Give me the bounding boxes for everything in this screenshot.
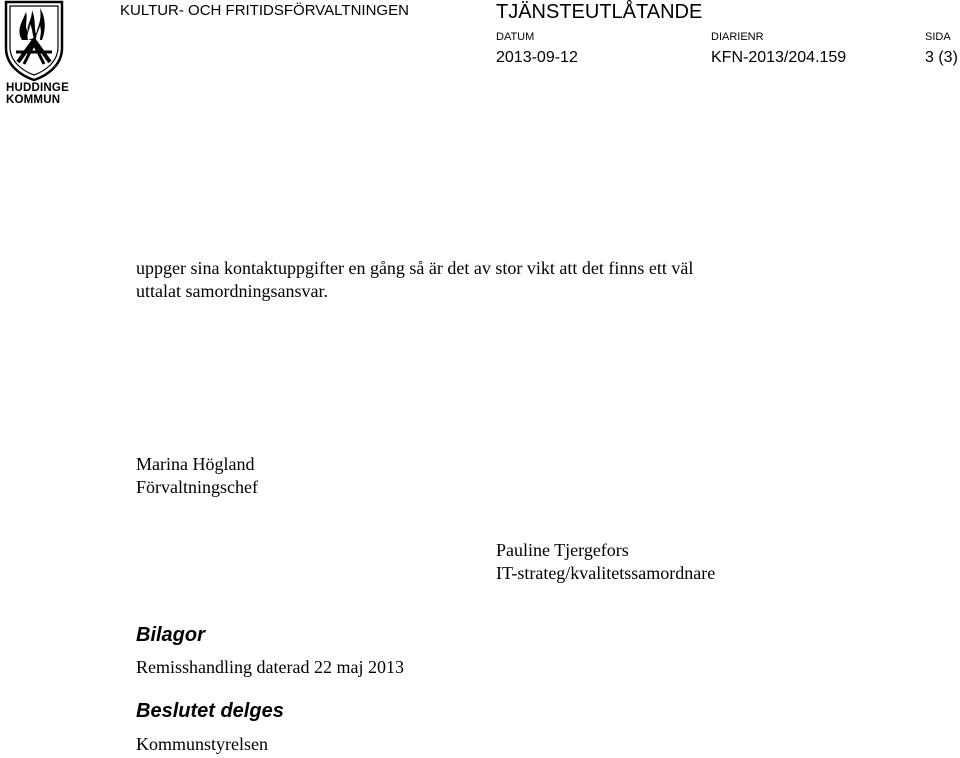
department-name: KULTUR- OCH FRITIDSFÖRVALTNINGEN [120, 2, 409, 19]
date-label: DATUM [496, 31, 535, 43]
diarienr-value: KFN-2013/204.159 [711, 49, 847, 66]
signature-block-2 [496, 539, 715, 585]
diarienr-label: DIARIENR [711, 31, 764, 43]
body-paragraph [136, 257, 693, 303]
body-line: uttalat samordningsansvar. [136, 281, 328, 301]
attachment-item: Remisshandling daterad 22 maj 2013 [136, 657, 404, 677]
page-number: 3 (3) [925, 49, 958, 66]
body-line: uppger sina kontaktuppgifter en gång så är det av stor vikt att det finns ett väl [136, 258, 694, 278]
document-type: TJÄNSTEUTLÅTANDE [496, 1, 703, 23]
date-value: 2013-09-12 [496, 49, 578, 66]
signer-title: IT-strateg/kvalitetssamordnare [496, 563, 716, 583]
logo-text-line2: KOMMUN [6, 94, 61, 106]
distribution-heading: Beslutet delges [136, 700, 284, 722]
page-label: SIDA [925, 31, 951, 43]
attachments-heading: Bilagor [136, 624, 205, 646]
distribution-recipient: Kommunstyrelsen [136, 734, 268, 754]
signer-name: Marina Högland [136, 454, 255, 474]
signer-title: Förvaltningschef [136, 477, 258, 497]
coat-of-arms-icon [4, 0, 64, 82]
signer-name: Pauline Tjergefors [496, 540, 629, 560]
signature-block-1 [136, 453, 258, 499]
logo-text-line1: HUDDINGE [6, 82, 69, 94]
